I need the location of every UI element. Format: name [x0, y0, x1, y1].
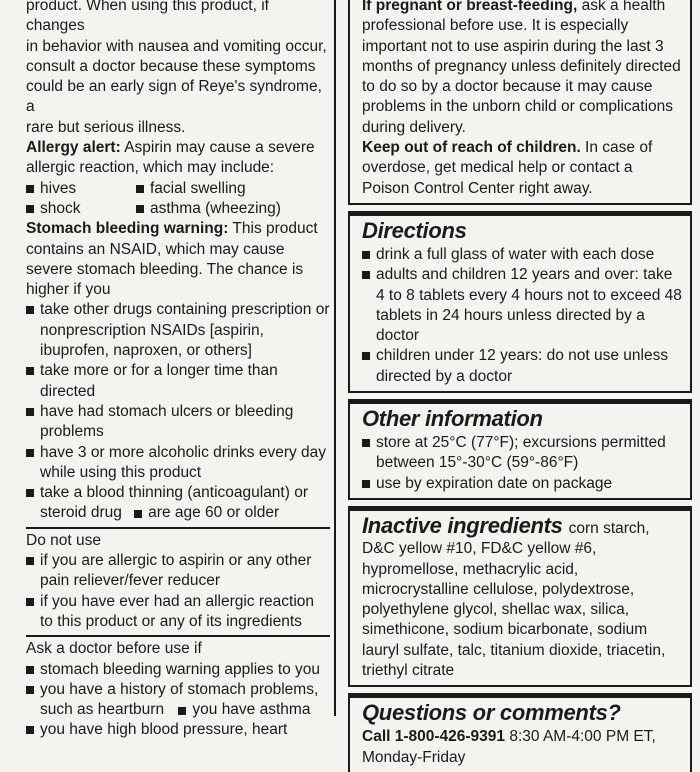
pregnancy-warning — [362, 0, 684, 138]
allergy-item: hives — [26, 179, 122, 199]
allergy-row — [26, 179, 330, 199]
allergy-item: shock — [26, 199, 122, 219]
inactive-ingredients-section — [348, 506, 692, 687]
directions-section — [348, 211, 692, 393]
other-information-heading: Other information — [362, 406, 543, 432]
keep-out-text: In case of overdose, get medical help or contact a Poison Control Center right away. — [362, 139, 653, 197]
list-item: use by expiration date on package — [362, 474, 684, 494]
list-item: stomach bleeding warning applies to you — [26, 660, 330, 680]
reye-warning — [26, 0, 330, 138]
list-item: you have high blood pressure, heart — [26, 720, 330, 740]
list-item: take other drugs containing prescription or nonprescription NSAIDs [aspirin, ibuprofen, naproxen, or others] — [26, 300, 330, 361]
divider — [26, 635, 330, 637]
intro-line: product. When using this product, if changes — [26, 0, 269, 35]
list-item: store at 25°C (77°F); excursions permitted between 15°-30°C (59°-86°F) — [362, 433, 684, 474]
list-item: adults and children 12 years and over: take 4 to 8 tablets every 4 hours not to exceed 48 tablets in 24 hours unless directed by a doctor — [362, 265, 684, 346]
ask-doctor-list — [26, 660, 330, 741]
other-information-section — [348, 399, 692, 500]
divider — [26, 527, 330, 529]
list-item: if you have ever had an allergic reaction to this product or any of its ingredients — [26, 592, 330, 633]
list-item: if you are allergic to aspirin or any other pain reliever/fever reducer — [26, 551, 330, 592]
list-item: take more or for a longer time than directed — [26, 361, 330, 402]
list-item: have 3 or more alcoholic drinks every day while using this product — [26, 443, 330, 484]
list-item: have had stomach ulcers or bleeding problems — [26, 402, 330, 443]
list-item-text: are age 60 or older — [148, 504, 280, 522]
ask-doctor-heading: Ask a doctor before use if — [26, 640, 202, 658]
intro-line: consult a doctor because these symptoms — [26, 57, 316, 75]
stomach-warning-text: This product contains an NSAID, which may cause severe stomach bleeding. The chance is higher if you — [26, 220, 318, 299]
allergy-item: asthma (wheezing) — [136, 199, 281, 219]
directions-heading: Directions — [362, 217, 467, 243]
inactive-ingredients-heading: Inactive ingredients — [362, 512, 563, 538]
inactive-ingredients-text: corn starch, D&C yellow #10, FD&C yellow #6, hypromellose, methacrylic acid, microcrystalline cellulose, polydextrose, polyethylene glycol, shellac wax, silica, simethicone, sodium bicarbonate, sodium lauryl sulfate, talc, titanium dioxide, triacetin, triethyl citrate — [362, 519, 666, 680]
pregnancy-label: If pregnant or breast-feeding, — [362, 0, 578, 14]
do-not-use-list — [26, 551, 330, 632]
phone-number: Call 1-800-426-9391 — [362, 728, 506, 746]
list-item — [26, 483, 330, 524]
list-item — [26, 680, 330, 721]
do-not-use-heading: Do not use — [26, 531, 101, 549]
other-information-list — [362, 433, 684, 494]
phone-hours: 8:30 AM-4:00 PM ET, — [505, 728, 656, 746]
directions-list — [362, 245, 684, 387]
questions-heading: Questions or comments? — [362, 700, 621, 726]
allergy-row — [26, 199, 330, 219]
stomach-list — [26, 300, 330, 523]
allergy-alert-label: Allergy alert: — [26, 139, 121, 157]
allergy-item: facial swelling — [136, 179, 246, 199]
right-column — [348, 0, 692, 772]
list-item-inline — [134, 504, 279, 521]
list-item: drink a full glass of water with each dose — [362, 245, 684, 265]
left-column — [0, 0, 336, 739]
warnings-continued-box — [348, 0, 692, 205]
list-item-text: take a blood thinning (anticoagulant) or steroid drug — [40, 484, 308, 522]
list-item-inline — [178, 701, 310, 718]
phone-days: Monday-Friday — [362, 748, 466, 766]
allergy-alert-text: Aspirin may cause a severe allergic reaction, which may include: — [26, 139, 315, 177]
keep-out-of-reach — [362, 138, 684, 199]
list-item-text: you have asthma — [192, 701, 311, 719]
list-item: children under 12 years: do not use unless directed by a doctor — [362, 346, 684, 387]
allergy-alert — [26, 138, 330, 179]
pregnancy-text: ask a health professional before use. It is especially important not to use aspirin during the last 3 months of pregnancy unless definitely directed to do so by a doctor because it may cause problems in the unborn child or complications during delivery. — [362, 0, 681, 136]
stomach-warning-label: Stomach bleeding warning: — [26, 220, 229, 238]
keep-out-label: Keep out of reach of children. — [362, 139, 581, 157]
intro-line: could be an early sign of Reye's syndrome, a — [26, 78, 322, 116]
stomach-warning — [26, 219, 330, 300]
intro-line: rare but serious illness. — [26, 118, 186, 136]
list-item-text: you have a history of stomach problems, such as heartburn — [40, 680, 319, 719]
inactive-ingredients — [362, 513, 684, 681]
phone-line — [362, 727, 684, 747]
intro-line: in behavior with nausea and vomiting occur, — [26, 37, 327, 55]
questions-section — [348, 693, 692, 772]
